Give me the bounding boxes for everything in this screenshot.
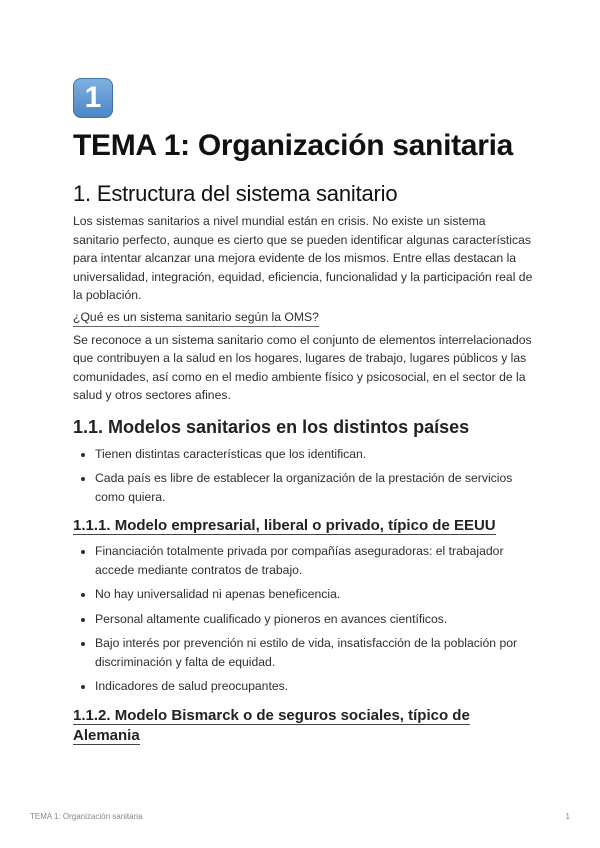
list-item: • No hay universalidad ni apenas beneficencia.: [95, 585, 533, 604]
section-1-definition: Se reconoce a un sistema sanitario como el conjunto de elementos interrelacionados que contribuyen a la salud en los hogares, lugares de trabajo, lugares públicos y las comunidades, así como en el medio ambiente físico y psicosocial, en el sector de la salud y otros sectores afines.: [73, 332, 532, 402]
section-1-1-list: [73, 445, 533, 507]
section-heading-1-1-1: [73, 516, 533, 536]
section-heading-1-1-2: [73, 706, 533, 746]
footer-title: TEMA 1: Organización sanitaria: [30, 812, 143, 821]
list-item: • Financiación totalmente privada por compañías aseguradoras: el trabajador accede mediante contratos de trabajo.: [95, 542, 533, 579]
list-item: • Cada país es libre de establecer la organización de la prestación de servicios como quiera.: [95, 469, 533, 506]
list-item: • Personal altamente cualificado y pioneros en avances científicos.: [95, 610, 533, 629]
keycap-label: 1: [84, 81, 102, 114]
section-heading-1-1-1-text: 1.1.1. Modelo empresarial, liberal o privado, típico de EEUU: [73, 517, 496, 534]
footer-page-number: 1: [565, 812, 570, 821]
section-heading-1-1-2-text: 1.1.2. Modelo Bismarck o de seguros sociales, típico de Alemania: [73, 706, 470, 744]
section-1-1-1-list: [73, 542, 533, 696]
list-item: • Tienen distintas características que los identifican.: [95, 445, 533, 464]
oms-question-link[interactable]: ¿Qué es un sistema sanitario según la OMS?: [73, 309, 319, 327]
document-page: [73, 78, 533, 746]
list-item: • Bajo interés por prevención ni estilo de vida, insatisfacción de la población por discriminación y falta de equidad.: [95, 634, 533, 671]
section-1-intro: Los sistemas sanitarios a nivel mundial están en crisis. No existe un sistema sanitario perfecto, aunque es cierto que se pueden identificar algunas características para intentar alcanzar una mejora evidente de los mismos. Entre ellas destacan la universalidad, integración, equidad, eficiencia, funcionalidad y la participación real de la población.: [73, 214, 533, 302]
list-item: • Indicadores de salud preocupantes.: [95, 677, 533, 696]
page-title: TEMA 1: Organización sanitaria: [73, 129, 513, 162]
section-heading-1: 1. Estructura del sistema sanitario: [73, 181, 398, 206]
keycap-one-icon: [73, 78, 113, 118]
section-heading-1-1: 1.1. Modelos sanitarios en los distintos países: [73, 416, 470, 437]
